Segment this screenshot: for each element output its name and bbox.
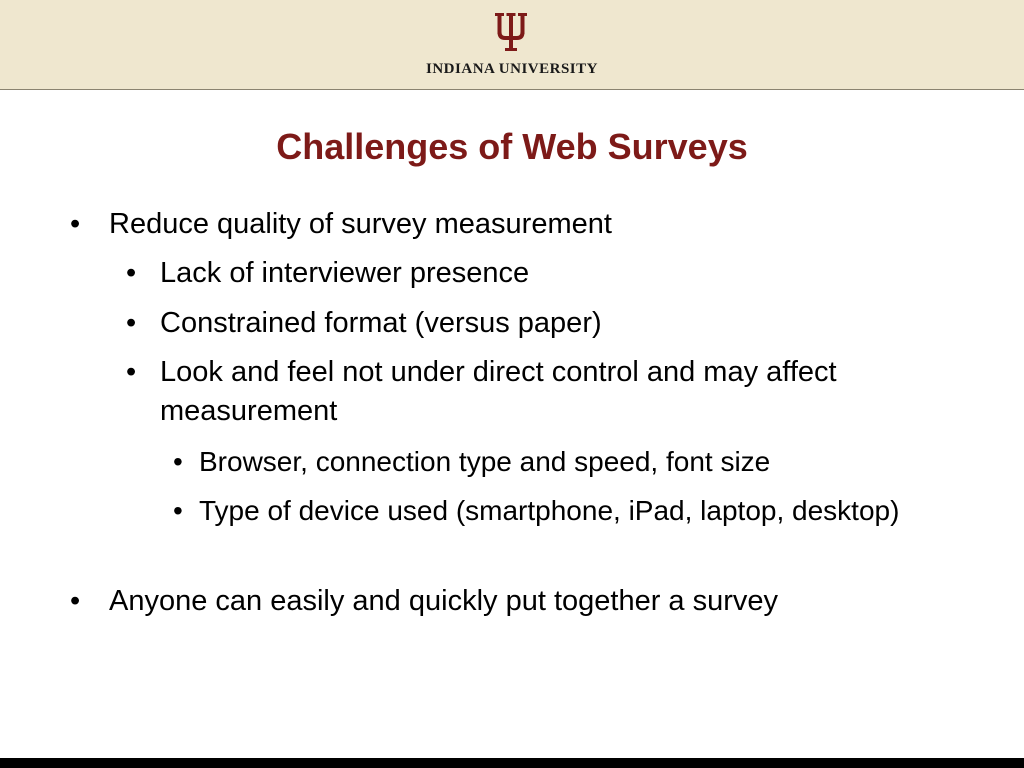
bullet-text: Constrained format (versus paper) bbox=[160, 307, 602, 339]
bullet-mark: • bbox=[173, 446, 183, 477]
slide-header bbox=[0, 0, 1024, 90]
bullet-text: Anyone can easily and quickly put together a survey bbox=[109, 585, 779, 617]
footer-bar bbox=[0, 758, 1024, 768]
slide-title: Challenges of Web Surveys bbox=[276, 126, 748, 167]
bullet-text: Browser, connection type and speed, font size bbox=[199, 446, 771, 477]
iu-trident-icon bbox=[495, 13, 527, 53]
bullet-text: Look and feel not under direct control and may affect measurement bbox=[160, 356, 837, 427]
bullet-mark: • bbox=[126, 356, 137, 388]
bullet-mark: • bbox=[126, 307, 137, 339]
university-wordmark: INDIANA UNIVERSITY bbox=[426, 61, 598, 77]
bullet-mark: • bbox=[173, 495, 183, 526]
bullet-text: Lack of interviewer presence bbox=[160, 257, 530, 289]
bullet-mark: • bbox=[126, 257, 137, 289]
bullet-text: Type of device used (smartphone, iPad, laptop, desktop) bbox=[199, 495, 900, 526]
bullet-mark: • bbox=[70, 208, 81, 240]
bullet-text: Reduce quality of survey measurement bbox=[109, 208, 612, 240]
bullet-mark: • bbox=[70, 585, 81, 617]
